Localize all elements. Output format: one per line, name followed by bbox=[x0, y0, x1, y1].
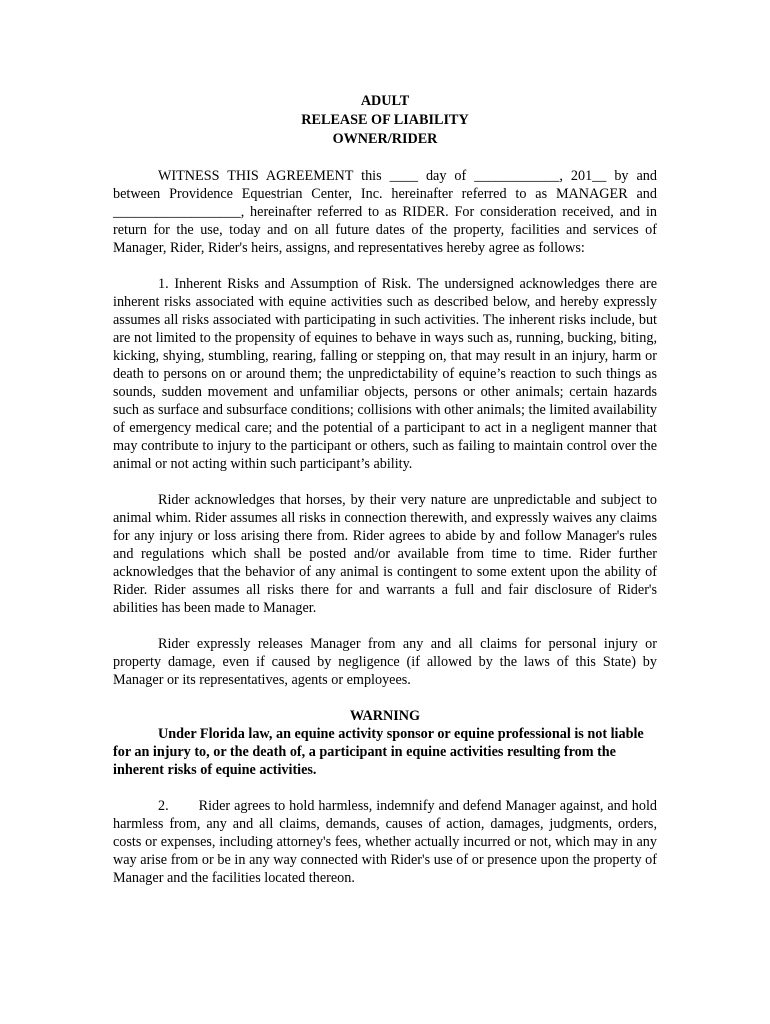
section-2-text: Rider agrees to hold harmless, indemnify and defend Manager against, and hold harmless from, any and all claims, demands, causes of action, damages, judgments, orders, costs or expenses, including attorney's fees, whether actually incurred or not, which may in any way arise from or be in any way connected with Rider's use of or presence upon the property of Manager and the facilities located thereon. bbox=[113, 798, 657, 886]
release-paragraph: Rider expressly releases Manager from any and all claims for personal injury or property damage, even if caused by negligence (if allowed by the laws of this State) by Manager or its representatives, agents or employees. bbox=[113, 636, 657, 688]
intro-paragraph: WITNESS THIS AGREEMENT this ____ day of ____________, 201__ by and between Providence Equestrian Center, Inc. hereinafter referred to as MANAGER and __________________, hereinafter referred to as RIDER. For consideration received, and in return for the use, today and on all future dates of the property, facilities and services of Manager, Rider, Rider's heirs, assigns, and representatives hereby agree as follows: bbox=[113, 168, 657, 256]
warning-heading: WARNING bbox=[349, 708, 421, 724]
title-line-release: RELEASE OF LIABILITY bbox=[301, 112, 469, 128]
section-2-number: 2. bbox=[158, 798, 169, 814]
title-line-adult: ADULT bbox=[360, 93, 410, 109]
section-1-inherent-risks: 1. Inherent Risks and Assumption of Risk. The undersigned acknowledges there are inherent risks associated with equine activities such as described below, and hereby expressly assumes all risks associated with participating in such activities. The inherent risks include, but are not limited to the propensity of equines to behave in ways such as, running, bucking, biting, kicking, shying, stumbling, rearing, falling or stepping on, that may result in an injury, harm or death to persons on or around them; the unpredictability of equine’s reaction to such things as sounds, sudden movement and unfamiliar objects, persons or other animals; certain hazards such as surface and subsurface conditions; collisions with other animals; the limited availability of emergency medical care; and the potential of a participant to act in a negligent manner that may contribute to injury to the participant or others, such as failing to maintain control over the animal or not acting within such participant’s ability. bbox=[113, 276, 657, 472]
document-title bbox=[113, 92, 657, 149]
document-page bbox=[113, 92, 657, 887]
section-2-indemnify bbox=[113, 797, 657, 887]
warning-text: Under Florida law, an equine activity sponsor or equine professional is not liable for an injury to, or the death of, a participant in equine activities resulting from the inherent risks of equine activities. bbox=[113, 726, 644, 778]
title-line-owner-rider: OWNER/RIDER bbox=[332, 131, 438, 147]
rider-acknowledgement-paragraph: Rider acknowledges that horses, by their very nature are unpredictable and subject to animal whim. Rider assumes all risks in connection therewith, and expressly waives any claims for any injury or loss arising there from. Rider agrees to abide by and follow Manager's rules and regulations which shall be posted and/or available from time to time. Rider further acknowledges that the behavior of any animal is contingent to some extent upon the ability of Rider. Rider assumes all risks there for and warrants a full and fair disclosure of Rider's abilities has been made to Manager. bbox=[113, 492, 657, 616]
